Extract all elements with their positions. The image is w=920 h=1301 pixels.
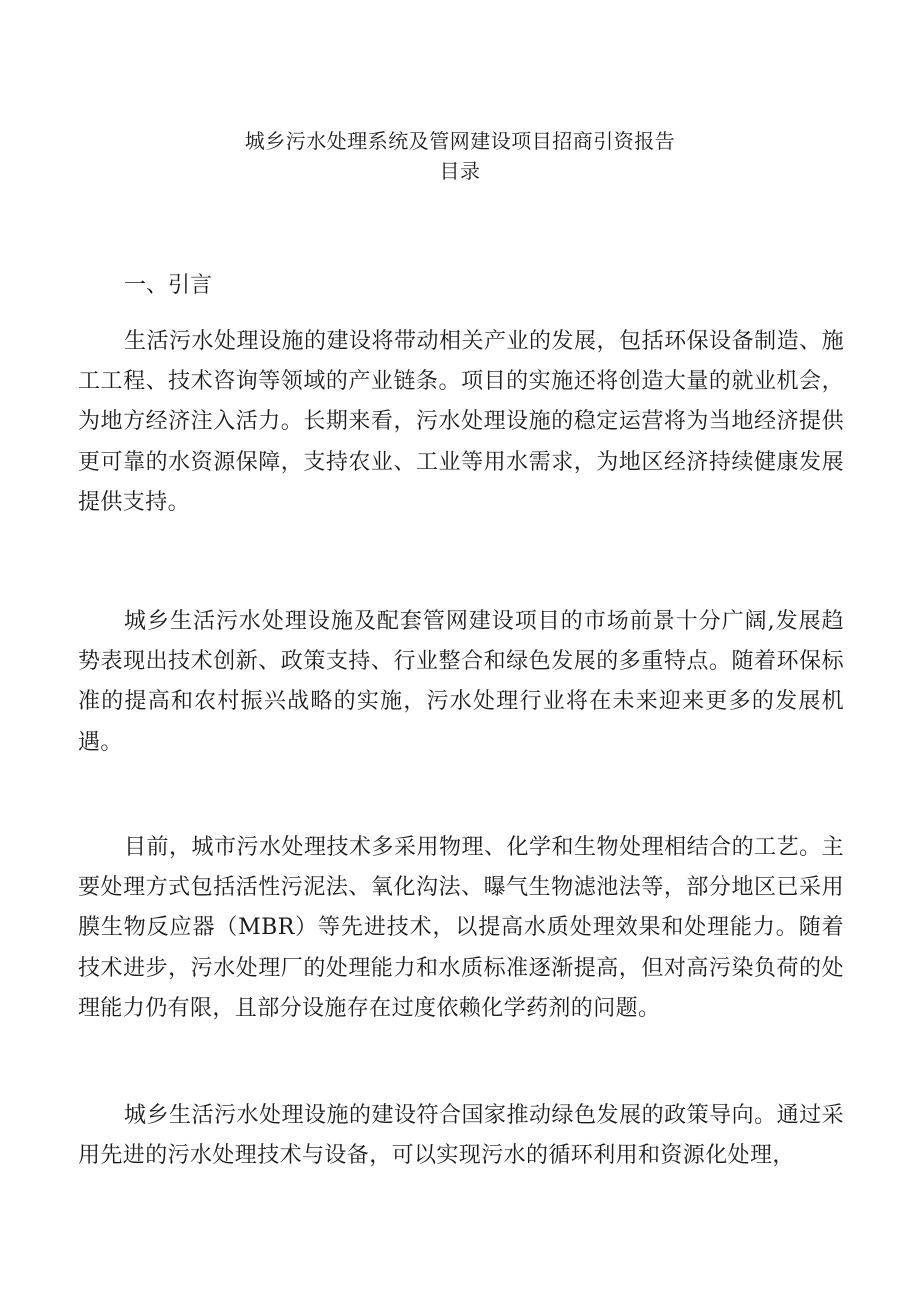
body-paragraph: 生活污水处理设施的建设将带动相关产业的发展，包括环保设备制造、施工工程、技术咨询等领域的产业链条。项目的实施还将创造大量的就业机会，为地方经济注入活力。长期来看，污水处理设施的稳定运营将为当地经济提供更可靠的水资源保障，支持农业、工业等用水需求，为地区经济持续健康发展提供支持。 <box>78 329 844 515</box>
document-title: 城乡污水处理系统及管网建设项目招商引资报告 <box>244 129 676 153</box>
body-paragraph: 城乡生活污水处理设施及配套管网建设项目的市场前景十分广阔,发展趋势表现出技术创新、政策支持、行业整合和绿色发展的多重特点。随着环保标准的提高和农村振兴战略的实施，污水处理行业将在未来迎来更多的发展机遇。 <box>78 609 844 755</box>
body-paragraph: 目前，城市污水处理技术多采用物理、化学和生物处理相结合的工艺。主要处理方式包括活性污泥法、氧化沟法、曝气生物滤池法等，部分地区已采用膜生物反应器（MBR）等先进技术，以提高水质处理效果和处理能力。随着技术进步，污水处理厂的处理能力和水质标准逐渐提高，但对高污染负荷的处理能力仍有限，且部分设施存在过度依赖化学药剂的问题。 <box>78 835 844 1021</box>
body-paragraph: 城乡生活污水处理设施的建设符合国家推动绿色发展的政策导向。通过采用先进的污水处理技术与设备，可以实现污水的循环利用和资源化处理， <box>78 1103 844 1169</box>
table-of-contents-label: 目录 <box>439 159 481 183</box>
section-heading-introduction: 一、引言 <box>124 273 213 298</box>
